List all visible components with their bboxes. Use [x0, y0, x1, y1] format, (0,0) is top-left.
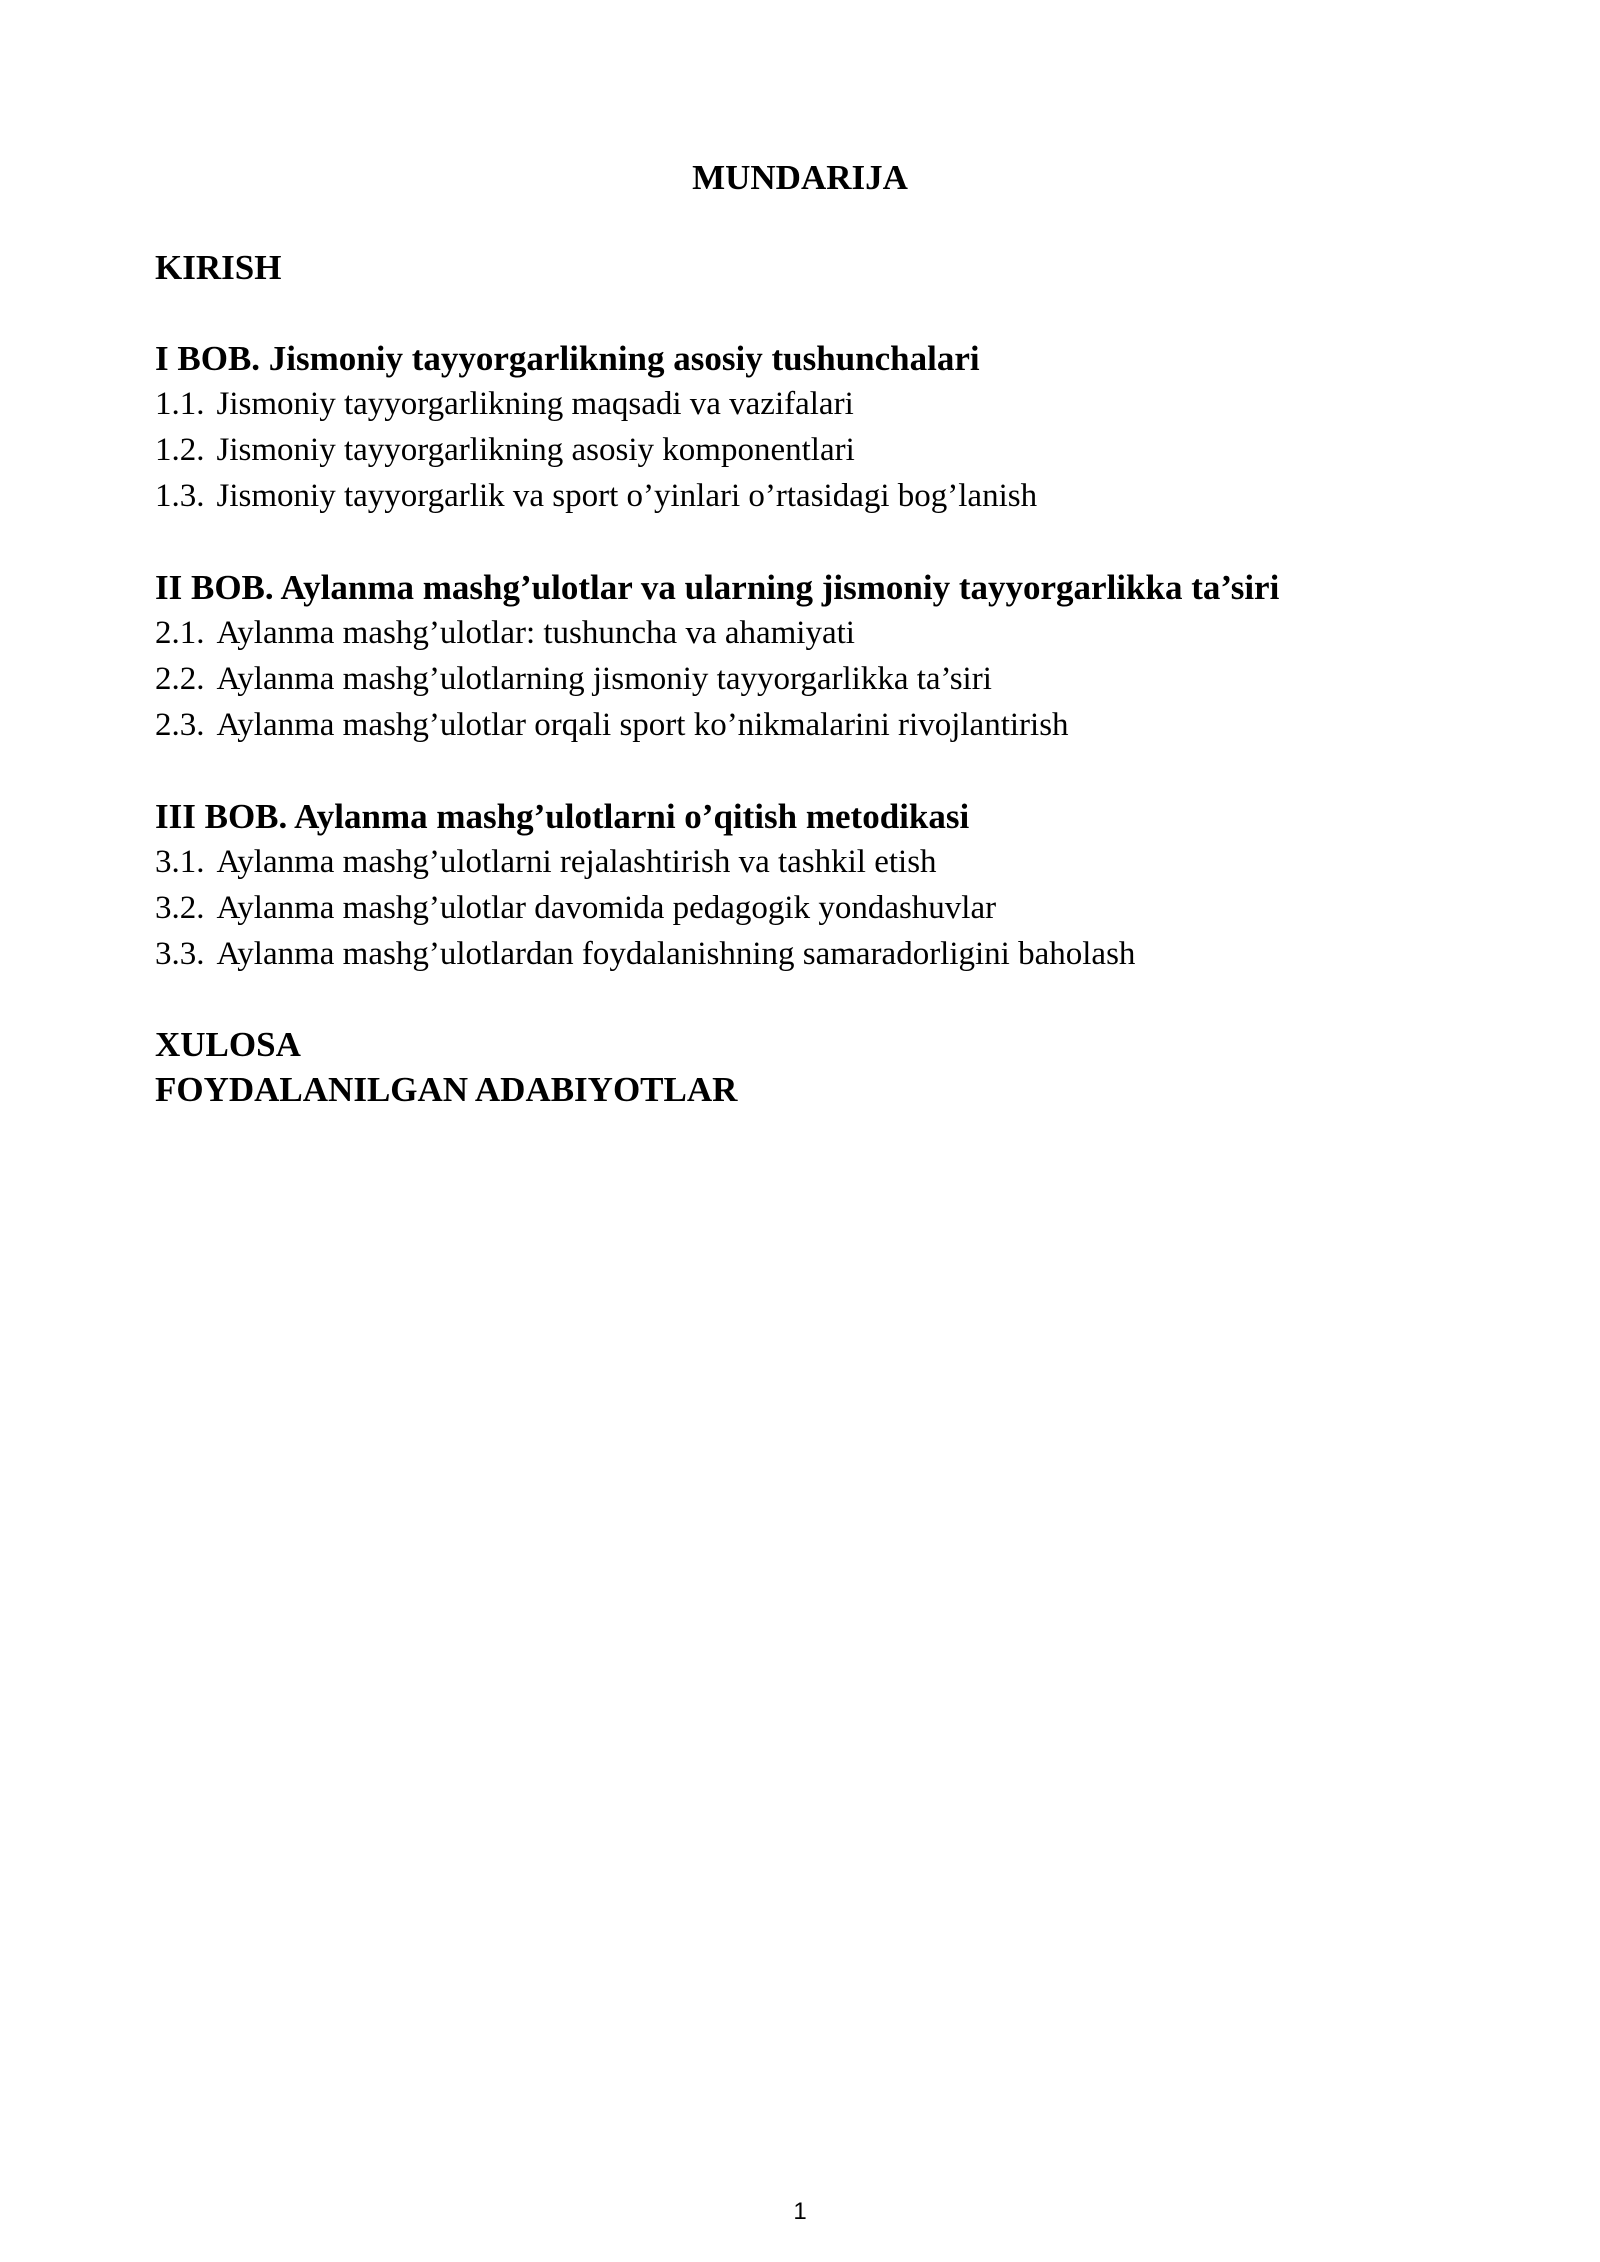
toc-intro: KIRISH — [155, 248, 282, 287]
section-title: Jismoniy tayyorgarlikning maqsadi va vazifalari — [216, 386, 854, 422]
toc-references: FOYDALANILGAN ADABIYOTLAR — [155, 1070, 738, 1109]
section-title: Aylanma mashg’ulotlardan foydalanishning samaradorligini baholash — [216, 936, 1136, 972]
section-number: 1.3. — [155, 478, 205, 514]
section-title: Aylanma mashg’ulotlarni rejalashtirish va tashkil etish — [216, 844, 937, 880]
toc-section-item — [155, 839, 1135, 885]
toc-section-item — [155, 885, 1135, 931]
toc-section-item — [155, 473, 1037, 519]
section-number: 3.1. — [155, 844, 205, 880]
section-title: Jismoniy tayyorgarlik va sport o’yinlari o’rtasidagi bog’lanish — [216, 478, 1038, 514]
toc-final-sections — [155, 1022, 737, 1112]
toc-conclusion: XULOSA — [155, 1025, 301, 1064]
toc-section-item — [155, 931, 1135, 977]
toc-chapter-2 — [155, 565, 1279, 748]
section-number: 2.1. — [155, 615, 205, 651]
toc-chapter-3 — [155, 794, 1135, 977]
section-title: Aylanma mashg’ulotlarning jismoniy tayyorgarlikka ta’siri — [216, 661, 992, 697]
chapter-title: I BOB. Jismoniy tayyorgarlikning asosiy tushunchalari — [155, 339, 980, 378]
toc-section-item — [155, 702, 1279, 748]
page-number: 1 — [793, 2198, 807, 2225]
chapter-title: III BOB. Aylanma mashg’ulotlarni o’qitish metodikasi — [155, 797, 970, 836]
section-number: 3.3. — [155, 936, 205, 972]
section-title: Jismoniy tayyorgarlikning asosiy komponentlari — [216, 432, 855, 468]
toc-section-item — [155, 381, 1037, 427]
toc-section-item — [155, 656, 1279, 702]
section-title: Aylanma mashg’ulotlar orqali sport ko’nikmalarini rivojlantirish — [216, 707, 1069, 743]
section-number: 1.2. — [155, 432, 205, 468]
toc-section-item — [155, 610, 1279, 656]
section-title: Aylanma mashg’ulotlar davomida pedagogik yondashuvlar — [216, 890, 997, 926]
section-number: 1.1. — [155, 386, 205, 422]
section-number: 2.2. — [155, 661, 205, 697]
chapter-title: II BOB. Aylanma mashg’ulotlar va ularning jismoniy tayyorgarlikka ta’siri — [155, 568, 1280, 607]
section-number: 2.3. — [155, 707, 205, 743]
toc-section-item — [155, 427, 1037, 473]
document-title: MUNDARIJA — [692, 158, 908, 197]
toc-chapter-1 — [155, 336, 1037, 519]
section-number: 3.2. — [155, 890, 205, 926]
section-title: Aylanma mashg’ulotlar: tushuncha va ahamiyati — [216, 615, 855, 651]
